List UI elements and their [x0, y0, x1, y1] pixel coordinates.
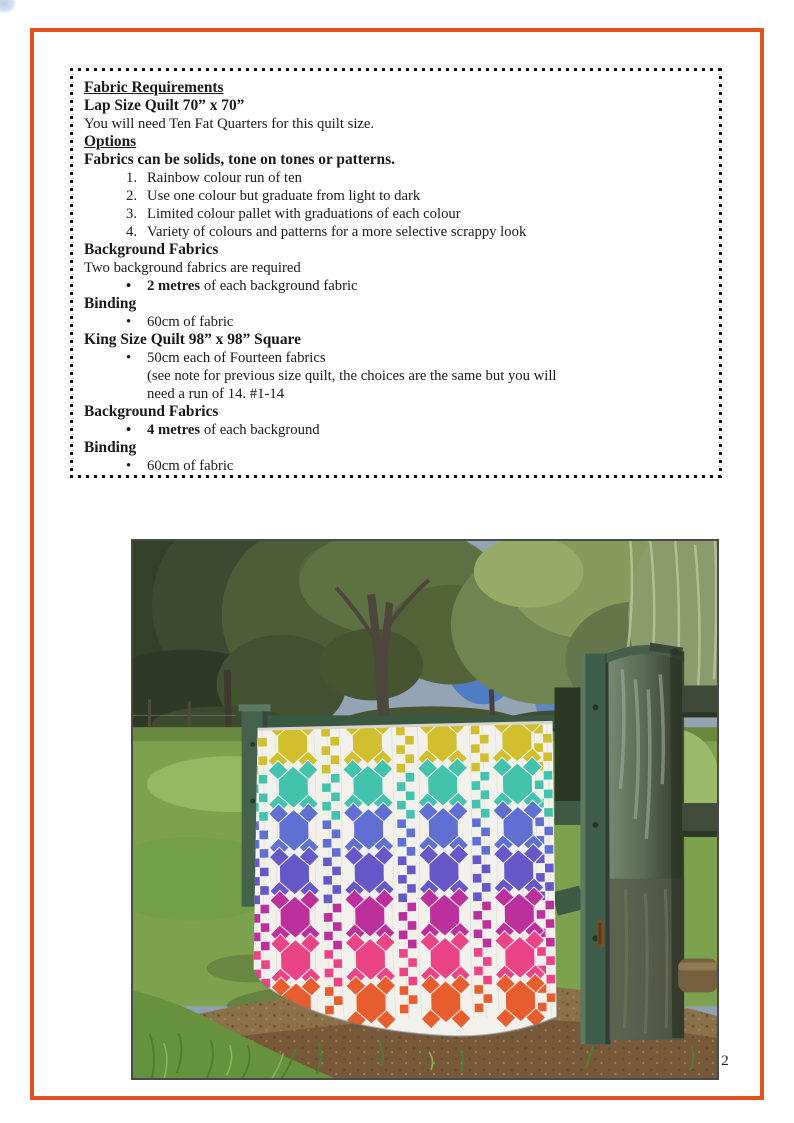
bullet-marker: • — [126, 278, 132, 294]
gate-post — [606, 643, 684, 1041]
option-item: 4. Variety of colours and patterns for a more selective scrappy look — [126, 224, 527, 240]
king-binding-heading: Binding — [84, 439, 137, 456]
page-border-frame — [30, 28, 764, 1100]
options-heading: Options — [84, 133, 137, 150]
option-item: 1. Rainbow colour run of ten — [126, 170, 303, 186]
page-number: 2 — [721, 1053, 729, 1069]
gate-shadow-gap — [555, 687, 585, 803]
background-bullet — [126, 277, 708, 295]
quilt-photo-illustration — [132, 540, 718, 1079]
background-fabrics-heading: Background Fabrics — [84, 241, 219, 258]
bullet-marker: • — [126, 422, 132, 438]
king-background-heading: Background Fabrics — [84, 403, 219, 420]
option-item: 2. Use one colour but graduate from light to dark — [126, 188, 421, 204]
scan-artifact — [0, 0, 16, 13]
box-title: Fabric Requirements — [84, 79, 224, 96]
bullet-marker: • — [126, 314, 132, 330]
lap-size-heading: Lap Size Quilt 70” x 70” — [84, 97, 245, 114]
king-background-bullet-text: 4 metres of each background — [147, 422, 320, 438]
bullet-marker: • — [126, 458, 132, 474]
options-subheading: Fabrics can be solids, tone on tones or patterns. — [84, 151, 395, 168]
binding-bullet: • 60cm of fabric — [126, 314, 234, 330]
quilt-photo — [131, 539, 719, 1080]
lap-intro: You will need Ten Fat Quarters for this quilt size. — [84, 116, 375, 132]
options-list — [84, 169, 708, 241]
king-fabrics-bullet: • 50cm each of Fourteen fabrics — [126, 350, 326, 366]
king-size-heading: King Size Quilt 98” x 98” Square — [84, 331, 301, 348]
option-item: 3. Limited colour pallet with graduations of each colour — [126, 206, 461, 222]
background-intro: Two background fabrics are required — [84, 260, 301, 276]
king-note-line2: need a run of 14. #1-14 — [147, 386, 285, 402]
king-note-line1: (see note for previous size quilt, the choices are the same but you will — [147, 368, 557, 384]
fabric-requirements-box — [70, 68, 722, 478]
bullet-marker: • — [126, 350, 132, 366]
binding-heading: Binding — [84, 295, 137, 312]
background-bullet-text: 2 metres of each background fabric — [147, 278, 358, 294]
king-binding-bullet: • 60cm of fabric — [126, 458, 234, 474]
king-background-bullet — [126, 421, 708, 439]
